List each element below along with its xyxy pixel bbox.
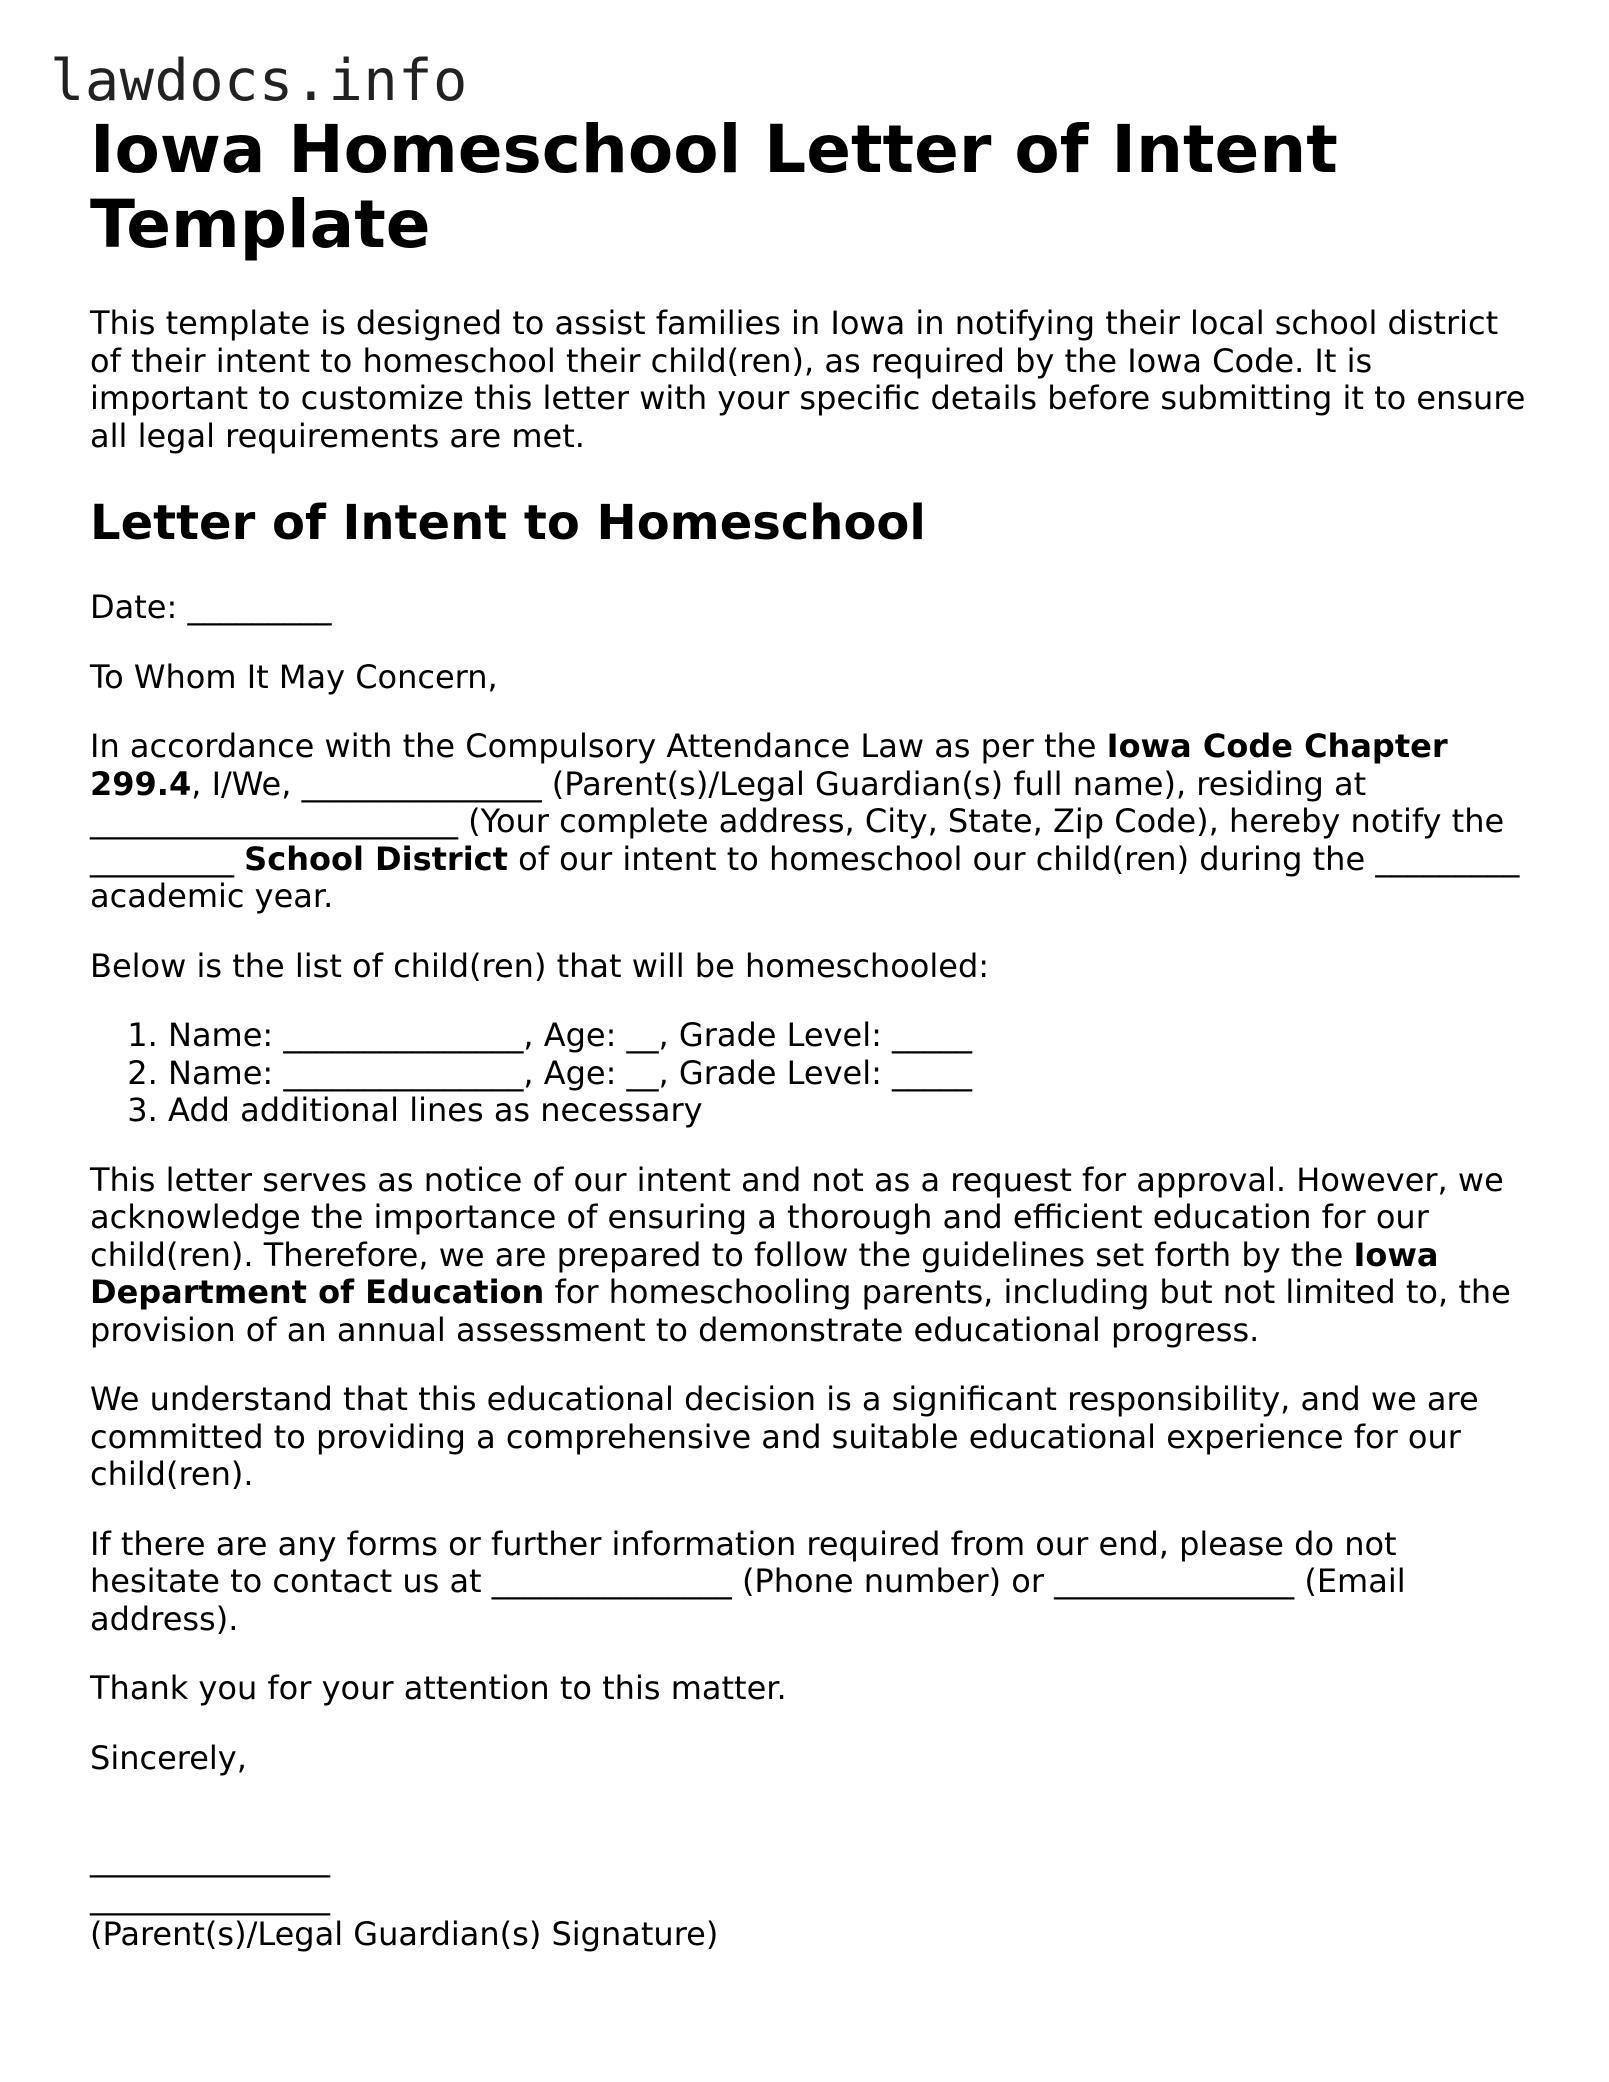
body-paragraph-1 (90, 728, 1530, 916)
page-title: Iowa Homeschool Letter of Intent Template (90, 111, 1338, 263)
list-item: 2. Name: _______________, Age: __, Grade Level: _____ (168, 1055, 1530, 1093)
signature-label: (Parent(s)/Legal Guardian(s) Signature) (90, 1915, 719, 1953)
body-paragraph-4: If there are any forms or further information required from our end, please do not hesitate to contact us at _______________ (Phone number) or _______________ (Email address). (90, 1524, 1406, 1638)
salutation: To Whom It May Concern, (90, 657, 498, 696)
school-district-label: School District (244, 839, 508, 878)
signature-line-2: _______________ (90, 1877, 330, 1916)
letter-heading: Letter of Intent to Homeschool (90, 495, 926, 551)
signature-line-1: _______________ (90, 1840, 330, 1878)
document-page (90, 112, 1530, 1954)
code-chapter-reference: Iowa Code Chapter 299.4 (90, 727, 1448, 803)
body-paragraph-3: We understand that this educational decision is a significant responsibility, and we are committed to providing a comprehensive and suitable educational experience for our child(ren). (90, 1380, 1479, 1493)
children-list-intro: Below is the list of child(ren) that will be homeschooled: (90, 946, 990, 985)
para1-text-3: of our intent to homeschool our child(ren) during the _________ academic year. (90, 839, 1520, 915)
para2-text-1: This letter serves as notice of our intent and not as a request for approval. However, we acknowledge the importance of ensuring a thorough and efficient education for our child(ren). Therefore, we are prepared to follow the guidelines set forth by the (90, 1160, 1504, 1274)
para1-text-2: , I/We, _______________ (Parent(s)/Legal Guardian(s) full name), residing at _______________________ (Your complete address, City, State, Zip Code), hereby notify the _________ (90, 764, 1505, 878)
department-reference: Iowa Department of Education (90, 1235, 1439, 1311)
para2-text-2: for homeschooling parents, including but not limited to, the provision of an annual assessment to demonstrate educational progress. (90, 1273, 1511, 1349)
children-list (90, 1017, 1530, 1130)
closing-line: Sincerely, (90, 1738, 247, 1777)
list-item: 3. Add additional lines as necessary (168, 1092, 1530, 1130)
date-line: Date: _________ (90, 588, 332, 626)
thanks-line: Thank you for your attention to this matter. (90, 1669, 787, 1707)
body-paragraph-2 (90, 1162, 1530, 1350)
intro-paragraph: This template is designed to assist families in Iowa in notifying their local school district of their intent to homeschool their child(ren), as required by the Iowa Code. It is important to customize this letter with your specific details before submitting it to ensure all legal requirements are met. (90, 304, 1526, 455)
para1-text-1: In accordance with the Compulsory Attendance Law as per the (90, 727, 1107, 765)
watermark: lawdocs.info (50, 48, 468, 114)
list-item: 1. Name: _______________, Age: __, Grade Level: _____ (168, 1017, 1530, 1055)
